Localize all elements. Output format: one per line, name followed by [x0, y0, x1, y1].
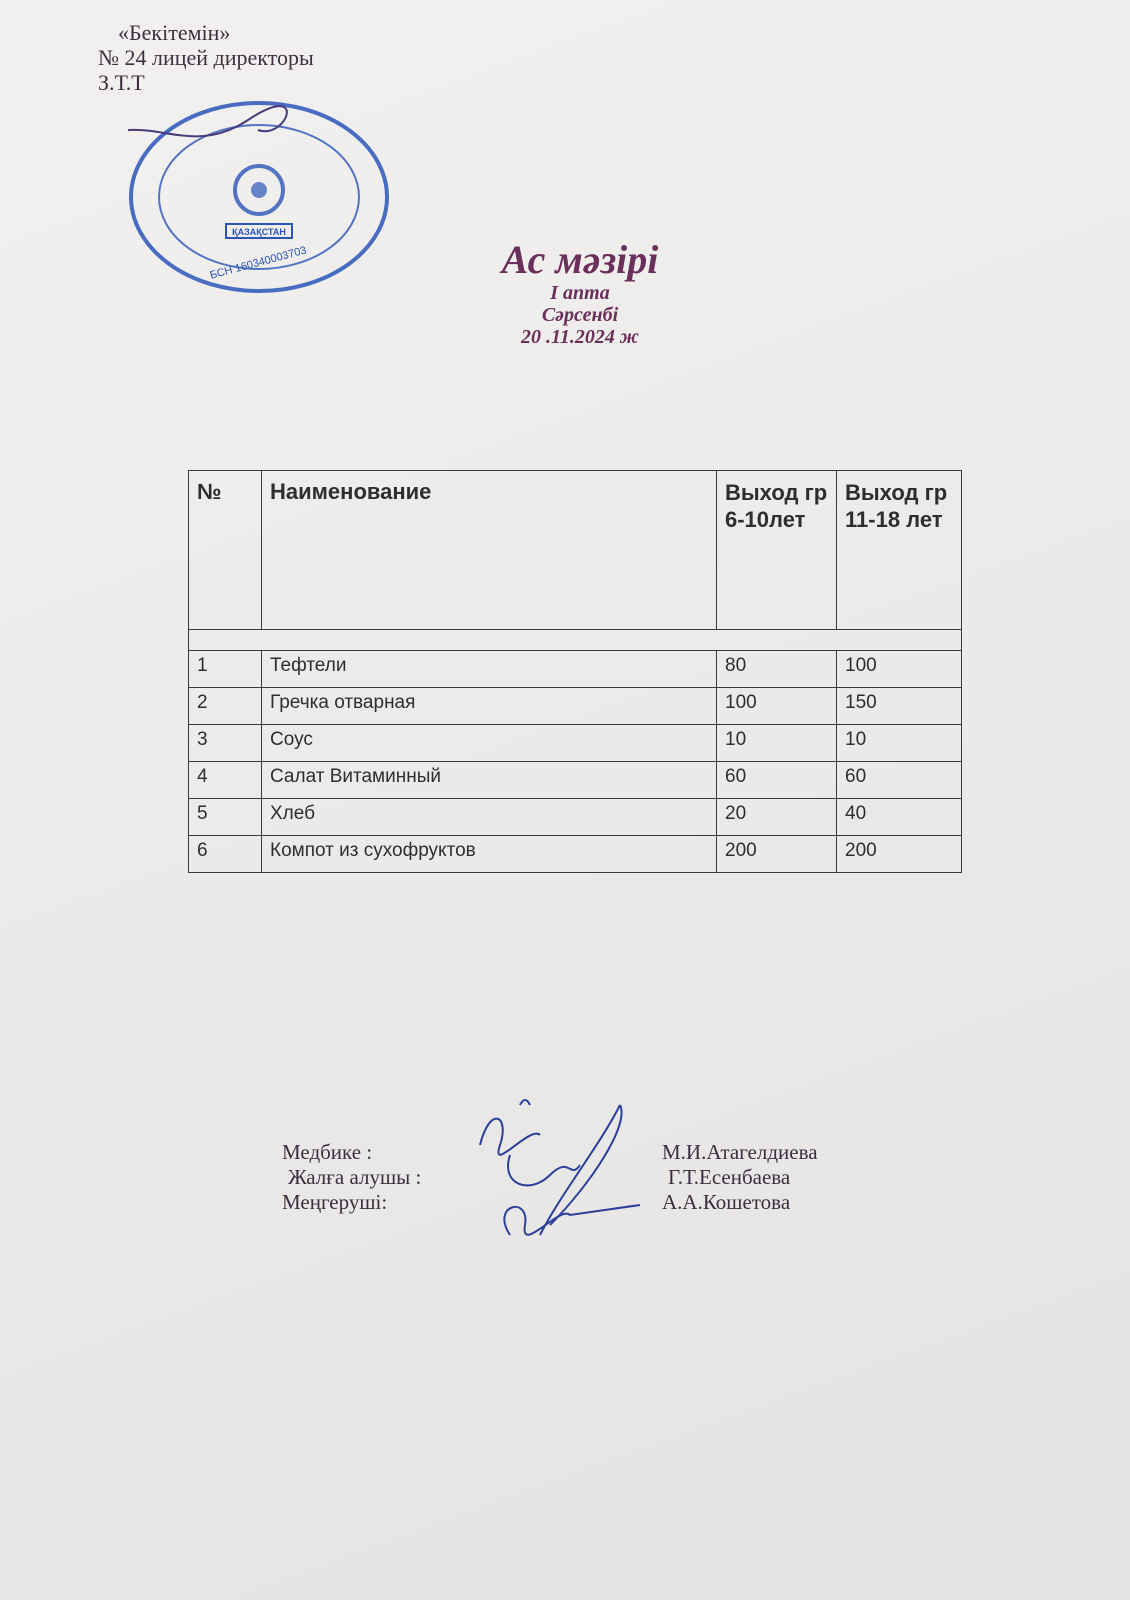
table-row	[189, 651, 962, 688]
svg-text:ҚАЗАҚСТАН: ҚАЗАҚСТАН	[232, 227, 286, 237]
dish-name: Тефтели	[262, 651, 717, 688]
yield-11-18: 100	[837, 651, 962, 688]
yield-6-10: 100	[717, 688, 837, 725]
table-row	[189, 799, 962, 836]
week-label: I апта	[550, 282, 610, 304]
document-title-block	[0, 238, 1130, 348]
signature-role: Меңгеруші:	[282, 1190, 388, 1214]
dish-name: Салат Витаминный	[262, 762, 717, 799]
signature-role: Жалға алушы :	[288, 1165, 422, 1189]
row-number: 2	[189, 688, 262, 725]
yield-11-18: 200	[837, 836, 962, 873]
col-yield-6-10: Выход гр 6-10лет	[717, 471, 837, 630]
yield-11-18: 60	[837, 762, 962, 799]
table-row	[189, 688, 962, 725]
table-spacer-row	[189, 630, 962, 651]
yield-11-18: 150	[837, 688, 962, 725]
approval-name: З.Т.Т	[98, 70, 145, 95]
approval-heading: «Бекітемін»	[118, 20, 231, 45]
col-name: Наименование	[262, 471, 717, 630]
table-row	[189, 725, 962, 762]
yield-6-10: 60	[717, 762, 837, 799]
row-number: 1	[189, 651, 262, 688]
table-row	[189, 762, 962, 799]
yield-11-18: 40	[837, 799, 962, 836]
col-number: №	[189, 471, 262, 630]
row-number: 3	[189, 725, 262, 762]
row-number: 4	[189, 762, 262, 799]
signature-role: Медбике :	[282, 1140, 373, 1164]
col-yield-11-18: Выход гр 11-18 лет	[837, 471, 962, 630]
svg-text:БСН 160340003703: БСН 160340003703	[208, 244, 308, 282]
row-number: 6	[189, 836, 262, 873]
dish-name: Соус	[262, 725, 717, 762]
dish-name: Хлеб	[262, 799, 717, 836]
table-header-row	[189, 471, 962, 630]
document-title: Ас мәзірі	[501, 237, 659, 282]
dish-name: Гречка отварная	[262, 688, 717, 725]
menu-table	[188, 470, 962, 873]
yield-6-10: 10	[717, 725, 837, 762]
signature-name: М.И.Атагелдиева	[662, 1140, 818, 1164]
signature-name: А.А.Кошетова	[662, 1190, 791, 1214]
date-label: 20 .11.2024 ж	[521, 326, 639, 348]
approval-block	[98, 20, 314, 95]
signature-row	[282, 1165, 818, 1190]
yield-6-10: 80	[717, 651, 837, 688]
signature-row	[282, 1190, 818, 1215]
row-number: 5	[189, 799, 262, 836]
yield-6-10: 200	[717, 836, 837, 873]
table-row	[189, 836, 962, 873]
yield-11-18: 10	[837, 725, 962, 762]
yield-6-10: 20	[717, 799, 837, 836]
signature-name: Г.Т.Есенбаева	[668, 1165, 791, 1189]
signature-row	[282, 1140, 818, 1165]
signatures-block	[282, 1140, 818, 1215]
dish-name: Компот из сухофруктов	[262, 836, 717, 873]
day-label: Сәрсенбі	[541, 304, 619, 326]
approval-position: № 24 лицей директоры	[98, 45, 314, 70]
